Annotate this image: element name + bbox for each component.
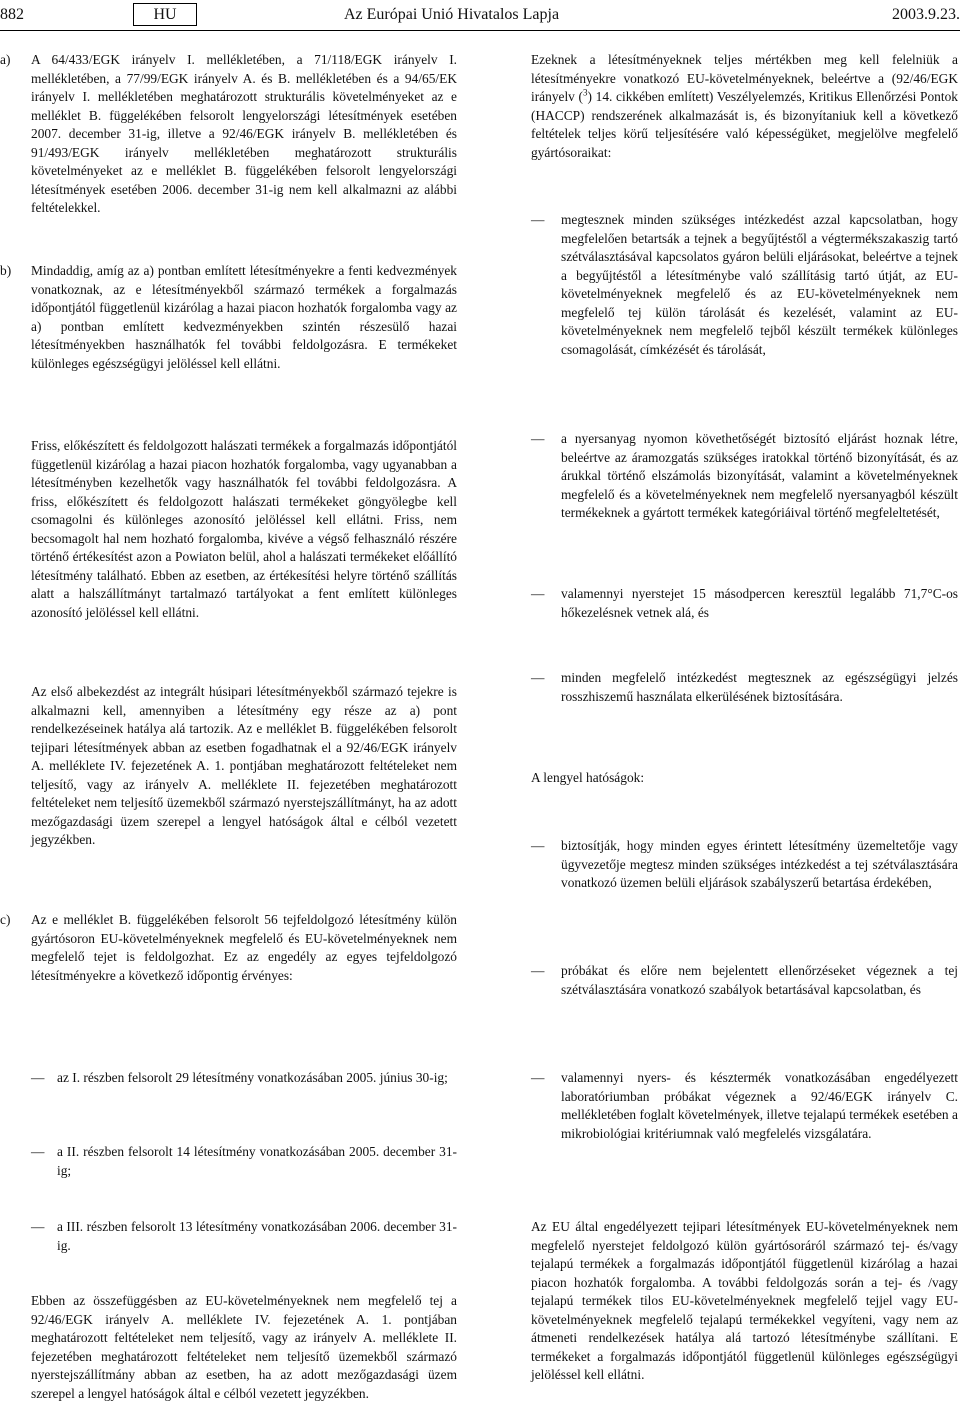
condition-item: megtesznek minden szükséges intézkedést azzal kapcsolatban, hogy megfelelően betartsák a tejnek a begyűjtéstől a végtermékszakaszig tartó szétválasztásával kapcsolatos gyáron belüli eljárásokat, beleértve a tejnek a begyűjtéstől a létesítménybe való szállításig tartó útját, az EU-követelményeknek megfelelő és az EU-követelményeknek nem megfelelő tej külön tárolását és kezelését, valamint az EU-követelményeknek nem megfelelő tejből készült termékek különleges csomagolását, címkézését és tárolását, <box>561 212 958 357</box>
dash-marker: — <box>531 431 545 446</box>
item-c-text: Az e melléklet B. függelékében felsorolt 56 tejfeldolgozó létesítmény külön gyártósoron EU-követelményeknek megfelelő és EU-követelményeknek nem megfelelő tejet is feldolgozhat. Ez az engedély az egyes tejfeldolgozó létesítményekre a következő időpontig érvényes: <box>31 912 457 983</box>
intro-text-start: Ezeknek a létesítményeknek teljes mértékben meg kell felelniük a létesítményekre vonatkozó EU-követelményeknek, beleértve a (92/46/EGK irányelv ( <box>531 52 958 105</box>
issue-date: 2003.9.23. <box>892 6 960 23</box>
date-item: a III. részben felsorolt 13 létesítmény vonatkozásában 2006. december 31-ig. <box>57 1219 457 1253</box>
authorities-heading: A lengyel hatóságok: <box>531 770 645 785</box>
date-item: az I. részben felsorolt 29 létesítmény vonatkozásában 2005. június 30-ig; <box>57 1070 448 1085</box>
dash-marker: — <box>531 838 545 853</box>
final-left-paragraph: Ebben az összefüggésben az EU-követelményeknek nem megfelelő tej a 92/46/EGK irányelv A. melléklete IV. fejezetének A. 1. pontjában meghatározott feltételeket nem teljesítő, vagy az irányelv A. melléklete II. fejezetében meghatározott feltételeket nem teljesítő üzemekből származó nyerstejszállítmány abban az esetben, ha az adott mezőgazdasági üzem szerepel a lengyel hatóságok által e célból vezetett jegyzékben. <box>31 1293 457 1401</box>
item-a-label: a) <box>0 52 11 67</box>
condition-item: valamennyi nyerstejet 15 másodpercen keresztül legalább 71,7°C-os hőkezelésnek vetnek alá, és <box>561 586 958 620</box>
date-item: a II. részben felsorolt 14 létesítmény vonatkozásában 2005. december 31-ig; <box>57 1144 457 1178</box>
dash-marker: — <box>531 212 545 227</box>
page-header <box>0 0 960 30</box>
journal-title: Az Európai Unió Hivatalos Lapja <box>344 6 560 23</box>
fish-paragraph: Friss, előkészített és feldolgozott halászati termékek a forgalmazás időpontjától függetlenül kizárólag a hazai piacon hozhatók forgalomba, vagy ugyanabban a létesítményben kezelhetők vagy használhatók fel további feldolgozásra. A friss, előkészített és feldolgozott halászati termékeket göngyölegbe kell csomagolni és különleges azonosító jelöléssel kell ellátni. Friss, nem becsomagolt hal nem hozható forgalomba, kivéve a végső felhasználó részére történő értékesítést azon a Powiaton belül, ahol a halászati termékeket előállító létesítmény található. Ebben az esetben, az értékesítési helyre történő szállítás alatt a halszállítmányt tartalmazó tartályokat a fent említett különleges azonosító jelöléssel kell ellátni. <box>31 438 457 620</box>
authority-item: valamennyi nyers- és késztermék vonatkozásában engedélyezett laboratóriumban próbákat végeznek a 92/46/EGK irányelv C. mellékletében foglalt követelmények, illetve tejalapú termékek esetében a mikrobiológiai kritériumnak való megfelelés vizsgálatára. <box>561 1070 958 1141</box>
item-c-label: c) <box>0 912 11 927</box>
item-a-text: A 64/433/EGK irányelv I. mellékletében, a 71/118/EGK irányelv I. mellékletében, a 77/99/EGK irányelv A. és B. mellékletében és a 94/65/EK irányelv I. mellékletében meghatározott strukturális követelményeket az e melléklet B. függelékében felsorolt lengyelországi létesítmények esetében 2007. december 31-ig, illetve a 92/46/EGK irányelv B. mellékletében és 91/493/EGK irányelv mellékletében meghatározott strukturális követelményeket az e melléklet B. függelékében felsorolt lengyelországi létesítmények esetében 2006. december 31-ig nem kell alkalmazni az alábbi feltételekkel. <box>31 52 457 216</box>
dash-marker: — <box>31 1070 45 1085</box>
intro-paragraph <box>531 51 958 162</box>
condition-item: a nyersanyag nyomon követhetőségét biztosító eljárást hoznak létre, beleértve az áramozgatás szükséges iratokkal történő bizonyítását, és az árukkal történő elszámolás bizonyítását, valamint a követelményeknek megfelelő és a követelményeknek nem megfelelő nyersanyagból készült termékeknek a gyártott termékek kategóriáival történő megfeleltetését, <box>561 431 958 521</box>
item-b-text: Mindaddig, amíg az a) pontban említett létesítményekre a fenti kedvezmények vonatkoznak, az e létesítményekből származó termékek a forgalmazás időpontjától függetlenül kizárólag a hazai piacon hozhatók forgalomba vagy az a) pontban említett kedvezményekben szintén részesülő hazai létesítményekben használhatók fel további feldolgozásra. E termékeket különleges egészségügyi jelöléssel kell ellátni. <box>31 263 457 371</box>
dash-marker: — <box>531 586 545 601</box>
intro-text-end: ) 14. cikkében említett) Veszélyelemzés, Kritikus Ellenőrzési Pontok (HACCP) rendszerének alkalmazását is, és bizonyítaniuk kell a következő feltételek teljes körű teljesítésére való képességüket, megjelölve megfelelő gyártósoraikat: <box>531 89 958 160</box>
authority-item: próbákat és előre nem bejelentett ellenőrzéseket végeznek a tej szétválasztására vonatkozó szabályok betartásával kapcsolatban, és <box>561 963 958 997</box>
language-code-box: HU <box>133 3 197 26</box>
authority-item: biztosítják, hogy minden egyes érintett létesítmény üzemeltetője vagy ügyvezetője megtesz minden szükséges intézkedést a tej szétválasztására vonatkozó üzemen belüli eljárások szabályszerű betartása érdekében, <box>561 838 958 891</box>
footnote-ref: 3 <box>583 87 588 98</box>
dash-marker: — <box>531 1070 545 1085</box>
page-number: 882 <box>0 6 24 23</box>
dash-marker: — <box>531 670 545 685</box>
condition-item: minden megfelelő intézkedést megtesznek az egészségügyi jelzés rosszhiszemű használata elkerülésének biztosítására. <box>561 670 958 704</box>
dash-marker: — <box>531 963 545 978</box>
final-right-paragraph: Az EU által engedélyezett tejipari létesítmények EU-követelményeknek nem megfelelő nyerstejet feldolgozó külön gyártósoráról származó tej- és/vagy tejalapú termékek a forgalmazás időpontjától függetlenül kizárólag a hazai piacon hozhatók forgalomba. A további feldolgozás során a tej- és /vagy tejalapú termékek tilos EU-követelményeknek megfelelő tejjel vagy EU-követelményeknek megfelelő tejalapú termékekkel vegyíteni, vagy nem az átmeneti rendelkezések hatálya alá tartozó létesítménybe szállítani. E termékeket a forgalmazás időpontjától függetlenül különleges egészségügyi jelöléssel kell ellátni. <box>531 1219 958 1383</box>
item-b-label: b) <box>0 263 12 278</box>
dash-marker: — <box>31 1219 45 1234</box>
header-rule <box>0 30 960 31</box>
dash-marker: — <box>31 1144 45 1159</box>
meat-paragraph: Az első albekezdést az integrált húsipari létesítményekből származó tejekre is alkalmazni kell, amennyiben a létesítmény egy része az a) pont rendelkezéseinek hatálya alá tartozik. Az e melléklet B. függelékében felsorolt tejipari létesítmények abban az esetben fogadhatnak el a 92/46/EGK irányelv A. melléklete IV. fejezetének A. 1. pontjában meghatározott feltételeket nem teljesítő, vagy az irányelv A. melléklete II. fejezetében meghatározott feltételeket nem teljesítő üzemekből származó nyerstejszállítmányt, ha az adott mezőgazdasági üzem szerepel a lengyel hatóságok által e célból vezetett jegyzékben. <box>31 684 457 848</box>
